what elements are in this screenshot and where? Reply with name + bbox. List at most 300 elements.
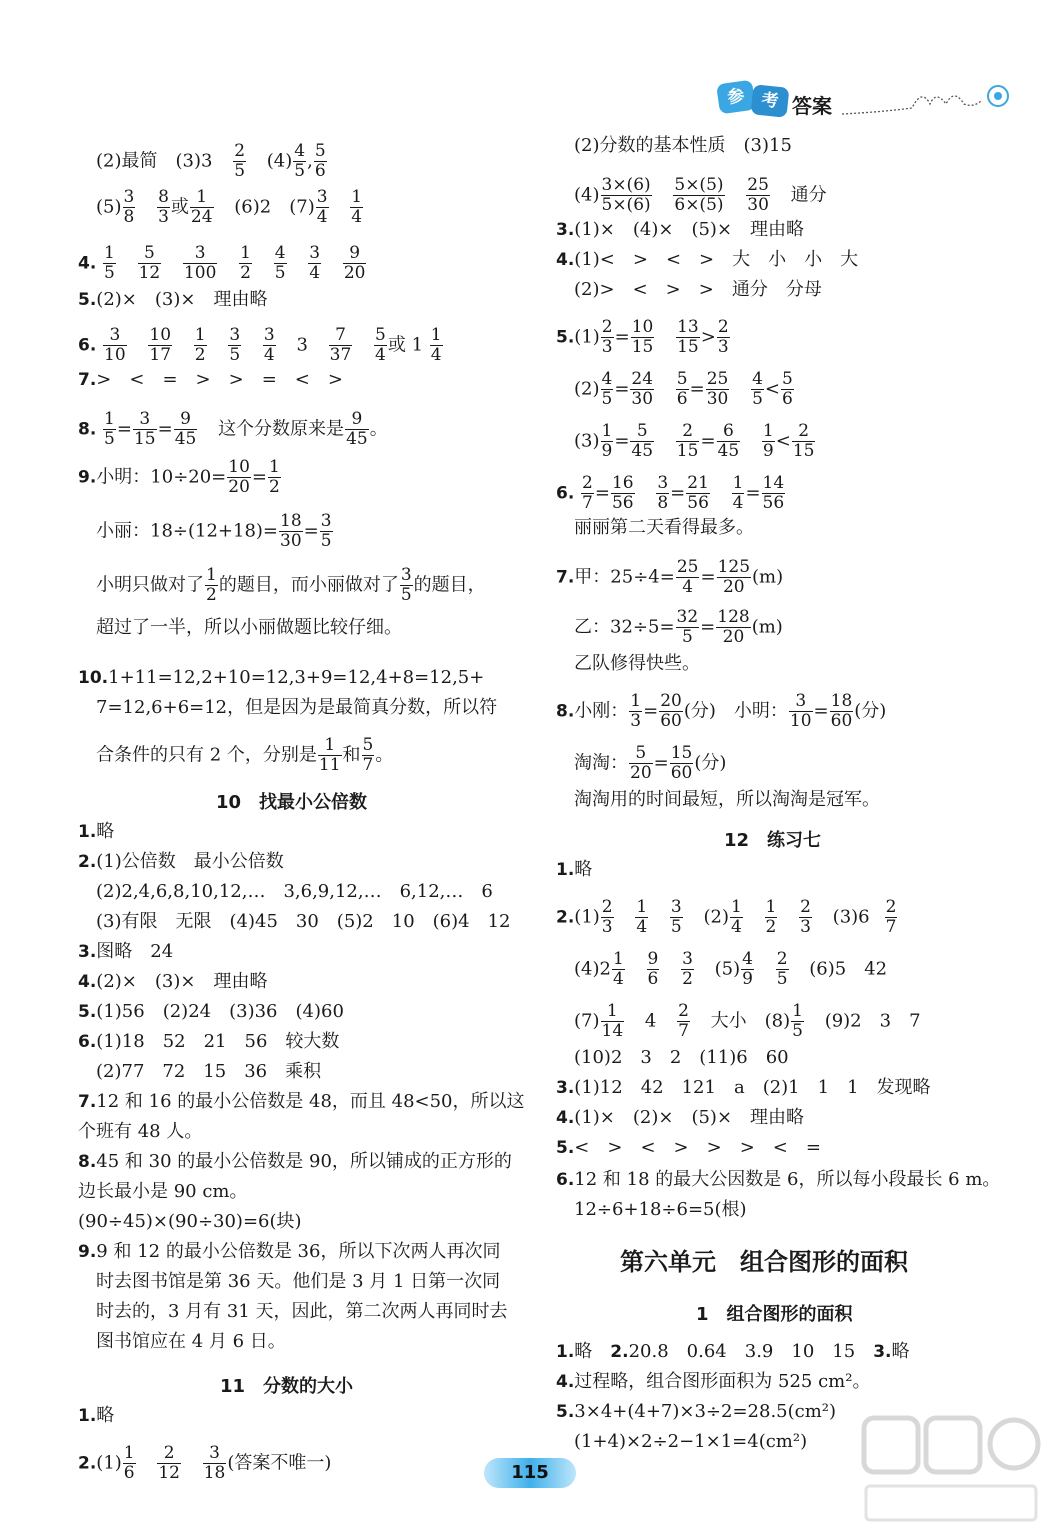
num: 9 (345, 410, 369, 430)
text: (1)56 (2)24 (3)36 (4)60 (96, 1001, 344, 1022)
item-number: 2. (610, 1342, 629, 1362)
den: 7 (582, 493, 593, 513)
text: 1+11=12,2+10=12,3+9=12,4+8=12,5+ (108, 667, 485, 688)
fraction (676, 422, 700, 461)
left-a10 (78, 1090, 525, 1114)
den: 4 (732, 493, 744, 513)
fraction (133, 410, 157, 449)
left-line-12 (78, 666, 484, 690)
fraction (581, 474, 594, 513)
text: (1) (574, 906, 600, 928)
text: 略 (891, 1341, 910, 1362)
fraction (799, 898, 812, 937)
item-number: 9. (78, 1242, 97, 1262)
fraction (174, 410, 198, 449)
den: 6 (676, 389, 688, 409)
den: 56 (762, 493, 785, 513)
right-d4: (1+4)×2÷2−1×1=4(cm²) (574, 1431, 808, 1452)
text: 略 (96, 821, 115, 842)
num: 9 (343, 244, 367, 264)
text: 略 (574, 1341, 611, 1362)
watermark-logo-icon (856, 1410, 1046, 1530)
item-number: 6. (78, 335, 97, 356)
text: 略 (96, 1405, 115, 1426)
fraction (706, 370, 730, 409)
num: 3 (103, 326, 127, 346)
right-r9 (556, 474, 786, 513)
right-d3 (556, 1400, 836, 1424)
fraction (183, 244, 217, 283)
num: 2 (601, 317, 613, 337)
left-line-1: (2)最简 (3)3 $\frac{2}{5}$ (4) $\frac{4}{5}$ , $\frac{5}{6}$ (96, 141, 326, 181)
text: 。 (369, 418, 388, 440)
num: 4 (601, 369, 613, 389)
num: 3 (229, 325, 241, 345)
den: 5 (104, 429, 115, 449)
fraction (765, 898, 778, 937)
num: 3 (789, 692, 813, 712)
num: 1 (190, 188, 214, 208)
num: 2 (157, 1444, 181, 1464)
item-number: 7. (78, 1092, 97, 1112)
num: 5×(5) (674, 175, 724, 195)
den: 5 (234, 161, 246, 181)
fraction (239, 244, 252, 283)
fraction (279, 512, 303, 551)
fraction (629, 744, 653, 783)
text: > (700, 326, 716, 348)
num: 3 (133, 410, 157, 430)
num: 1 (612, 949, 624, 969)
item-number: 6. (556, 1170, 575, 1190)
den: 6×(5) (674, 195, 724, 215)
fraction (681, 950, 694, 989)
den: 4 (351, 207, 363, 227)
left-line-14 (96, 736, 393, 775)
right-d2 (556, 1370, 870, 1394)
fraction (274, 244, 287, 283)
text: = (653, 752, 669, 774)
num: 2 (792, 422, 816, 442)
text: 小丽：18÷(12+18)= (96, 520, 279, 542)
den: 15 (133, 429, 156, 449)
num: 1 (240, 243, 251, 263)
den: 5 (752, 389, 763, 409)
fraction (263, 326, 276, 365)
left-line-9 (96, 512, 334, 551)
text: (9)2 3 7 (824, 1010, 921, 1032)
text: = (689, 378, 705, 400)
num: 1 (123, 1443, 135, 1463)
num: 1 (269, 457, 280, 477)
text: (1)12 42 121 a (2)1 1 1 发现略 (574, 1077, 931, 1098)
text: = (745, 482, 761, 504)
num: 4 (294, 141, 306, 161)
num: 1 (194, 325, 206, 345)
text: 甲：25÷4= (574, 566, 675, 588)
fraction (789, 692, 813, 731)
fraction (601, 898, 614, 937)
num: 13 (677, 317, 699, 337)
fraction (673, 176, 724, 215)
den: 6 (314, 161, 326, 181)
fraction (612, 950, 625, 989)
text: < (775, 430, 791, 452)
text: (4) (266, 150, 293, 172)
badge-text: 答案 (792, 94, 832, 118)
den: 4 (375, 345, 386, 365)
fraction (762, 474, 786, 513)
num: 18 (830, 691, 853, 711)
item-number: 4. (78, 972, 97, 992)
num: 2 (676, 422, 700, 442)
left-line-11: 超过了一半，所以小丽做题比较仔细。 (96, 617, 402, 638)
den: 10 (104, 345, 126, 365)
num: 3 (320, 511, 332, 531)
den: 4 (309, 263, 321, 283)
den: 20 (228, 477, 250, 497)
right-c6 (556, 1076, 931, 1100)
section-title-11: 11 分数的大小 (220, 1376, 354, 1397)
fraction (630, 422, 654, 461)
fraction (203, 1444, 227, 1483)
text: = (303, 520, 319, 542)
left-a5 (78, 940, 173, 964)
text: = (614, 430, 630, 452)
text: 9 和 12 的最小公倍数是 36，所以下次两人再次同 (96, 1241, 501, 1262)
den: 5 (294, 161, 306, 181)
den: 15 (792, 441, 815, 461)
text: 通分 (790, 184, 827, 206)
fraction (677, 1002, 690, 1041)
den: 5×(6) (601, 195, 651, 215)
den: 2 (765, 917, 777, 937)
num: 5 (314, 141, 326, 161)
den: 4 (612, 969, 624, 989)
right-c7 (556, 1106, 804, 1130)
text: 或 1 (387, 334, 424, 356)
text: (6)5 42 (809, 958, 888, 980)
text: 过程略，组合图形面积为 525 cm²。 (574, 1371, 871, 1392)
den: 56 (687, 493, 709, 513)
item-number: 5. (556, 1402, 575, 1422)
num: 3 (309, 243, 321, 263)
den: 20 (343, 263, 366, 283)
num: 2 (885, 897, 897, 917)
right-r4 (556, 248, 858, 272)
num: 1 (104, 409, 115, 429)
text: (分) (854, 700, 887, 722)
text: 图略 24 (96, 941, 174, 962)
item-number: 10. (78, 668, 109, 688)
fraction (781, 370, 794, 409)
text: (2) (703, 906, 729, 928)
num: 6 (717, 422, 741, 442)
den: 5 (681, 627, 693, 647)
text: 和 (342, 744, 361, 766)
num: 2 (776, 949, 788, 969)
num: 25 (747, 175, 769, 195)
fraction (601, 370, 614, 409)
text: 淘淘： (574, 752, 628, 774)
left-a15 (78, 1240, 500, 1264)
right-c10: 12÷6+18÷6=5(根) (574, 1199, 747, 1220)
text: = (670, 482, 686, 504)
text: (4) (574, 184, 600, 206)
num: 1 (206, 565, 217, 585)
num: 25 (706, 369, 729, 389)
fraction (776, 950, 789, 989)
text: 。 (375, 744, 394, 766)
num: 24 (631, 369, 654, 389)
item-number: 4. (556, 250, 575, 270)
den: 14 (601, 1021, 624, 1041)
den: 20 (722, 627, 745, 647)
den: 56 (611, 493, 634, 513)
text: = (614, 378, 630, 400)
fraction (732, 474, 745, 513)
text: (7) (574, 1010, 600, 1032)
text: 20.8 0.64 3.9 10 15 (628, 1341, 874, 1362)
den: 60 (660, 711, 682, 731)
item-number: 8. (78, 1152, 97, 1172)
fraction (629, 692, 642, 731)
text: (分) 小明： (683, 700, 788, 722)
item-number: 3. (873, 1342, 892, 1362)
den: 60 (830, 711, 853, 731)
right-c8 (556, 1136, 821, 1160)
fraction (830, 692, 854, 731)
den: 37 (329, 345, 352, 365)
den: 6 (123, 1463, 135, 1483)
num: 9 (647, 949, 659, 969)
num: 3 (670, 897, 682, 917)
fraction (228, 326, 241, 365)
num: 5 (629, 744, 653, 764)
fraction (686, 474, 710, 513)
text: = (643, 700, 659, 722)
num: 8 (158, 187, 169, 207)
item-number: 5. (556, 327, 575, 348)
fraction (630, 370, 654, 409)
den: 20 (722, 577, 745, 597)
den: 6 (782, 389, 793, 409)
den: 20 (630, 763, 652, 783)
left-line-7: 8. $\frac{1}{5}$ = $\frac{3}{15}$ = $\frac{9}{45}$ 这个分数原来是 $\frac{9}{45}$ 。 (78, 409, 388, 449)
left-a13: 边长最小是 90 cm。 (78, 1181, 248, 1202)
num: 3 (682, 949, 693, 969)
fraction (138, 244, 162, 283)
fraction (741, 950, 754, 989)
num: 25 (676, 557, 699, 577)
text: (1)< > < > 大 小 小 大 (574, 249, 859, 270)
left-line-8 (78, 458, 282, 497)
right-r3 (556, 218, 804, 242)
right-r16: 淘淘用的时间最短，所以淘淘是冠军。 (574, 789, 880, 810)
den: 5 (670, 917, 682, 937)
num: 2 (234, 141, 246, 161)
text: 小刚： (574, 700, 629, 722)
num: 32 (676, 607, 699, 627)
den: 17 (149, 345, 172, 365)
left-line-10 (96, 566, 486, 605)
fraction (103, 244, 116, 283)
text: = (700, 616, 716, 638)
fraction (374, 326, 387, 365)
right-r6 (556, 318, 731, 357)
item-number: 1. (556, 1342, 575, 1362)
num: 1 (430, 325, 442, 345)
fraction (676, 318, 700, 357)
den: 8 (123, 207, 135, 227)
fraction (717, 558, 751, 597)
den: 15 (631, 337, 654, 357)
num: 5 (676, 369, 688, 389)
item-number: 7. (78, 370, 97, 390)
item-number: 1. (78, 1406, 97, 1426)
num: 5 (375, 325, 386, 345)
fraction (659, 692, 683, 731)
den: 4 (316, 207, 328, 227)
num: 2 (678, 1001, 689, 1021)
item-number: 2. (78, 852, 97, 872)
right-r7 (574, 370, 795, 409)
fraction (194, 326, 207, 365)
den: 4 (636, 917, 648, 937)
den: 11 (318, 755, 341, 775)
item-number: 2. (556, 907, 575, 928)
den: 60 (670, 763, 693, 783)
num: 2 (717, 317, 729, 337)
num: 9 (174, 410, 198, 430)
fraction (268, 458, 281, 497)
badge-char-1: 参 (716, 80, 756, 115)
den: 5 (792, 1021, 803, 1041)
right-r12 (574, 608, 783, 647)
text: 大小 (8) (710, 1010, 791, 1032)
item-number: 8. (556, 701, 575, 722)
num: 1 (636, 897, 648, 917)
fraction (157, 188, 170, 227)
den: 5 (229, 345, 241, 365)
unit-title: 第六单元 组合图形的面积 (620, 1248, 908, 1276)
den: 9 (762, 441, 774, 461)
left-line-13: 7=12,6+6=12，但是因为是最简真分数，所以符 (96, 697, 498, 718)
num: 128 (717, 607, 750, 627)
fraction (329, 326, 353, 365)
item-number: 4. (78, 253, 97, 274)
fraction (746, 176, 770, 215)
answer-header-badge (718, 78, 1018, 128)
text: 的题目， (413, 574, 486, 596)
text: 小明：10÷20= (96, 466, 227, 488)
fraction (676, 558, 700, 597)
den: 45 (717, 441, 740, 461)
den: 30 (747, 195, 769, 215)
fraction (751, 370, 764, 409)
den: 30 (706, 389, 729, 409)
den: 2 (269, 477, 280, 497)
fraction (716, 608, 750, 647)
fraction (676, 370, 689, 409)
den: 30 (631, 389, 654, 409)
item-number: 3. (556, 1078, 575, 1098)
left-a18: 图书馆应在 4 月 6 日。 (96, 1331, 286, 1352)
fraction (350, 188, 363, 227)
text: (1) (574, 326, 600, 348)
item-number: 8. (78, 419, 97, 440)
left-a12 (78, 1150, 512, 1174)
num: 5 (782, 369, 793, 389)
fraction (227, 458, 251, 497)
text: (2)× (3)× 理由略 (96, 971, 268, 992)
item-number: 3. (78, 942, 97, 962)
text: (2)× (3)× 理由略 (96, 289, 268, 310)
text: < (764, 378, 781, 400)
text: = (251, 466, 268, 488)
den: 7 (362, 755, 374, 775)
den: 7 (885, 917, 897, 937)
den: 24 (190, 207, 213, 227)
right-r15 (574, 744, 726, 783)
section-title-10: 10 找最小公倍数 (216, 792, 368, 813)
item-number: 9. (78, 467, 97, 488)
text: (分) (694, 752, 727, 774)
den: 3 (800, 917, 811, 937)
den: 4 (730, 917, 742, 937)
fraction (148, 326, 172, 365)
left-a11: 个班有 48 人。 (78, 1121, 203, 1142)
num: 1 (765, 897, 777, 917)
den: 5 (400, 585, 412, 605)
text: 略 (574, 859, 593, 880)
num: 21 (687, 473, 709, 493)
fraction (318, 736, 342, 775)
num: 5 (362, 735, 374, 755)
left-line-4 (78, 288, 267, 312)
item-number: 6. (78, 1032, 97, 1052)
den: 10 (789, 711, 812, 731)
fraction (103, 410, 116, 449)
right-r2 (574, 176, 827, 215)
den: 2 (682, 969, 693, 989)
text: = (813, 700, 829, 722)
den: 6 (647, 969, 659, 989)
num: 1 (318, 736, 342, 756)
den: 100 (183, 263, 217, 283)
num: 4 (274, 243, 286, 263)
fraction (791, 1002, 804, 1041)
left-line-6 (78, 368, 343, 392)
num: 3 (657, 473, 669, 493)
right-c9 (556, 1168, 1000, 1192)
item-number: 4. (556, 1372, 575, 1392)
den: 2 (240, 263, 251, 283)
den: 3 (717, 337, 729, 357)
fraction (670, 744, 694, 783)
den: 45 (631, 441, 654, 461)
num: 2 (800, 897, 811, 917)
den: 4 (682, 577, 694, 597)
num: 3 (203, 1444, 227, 1464)
fraction (611, 474, 635, 513)
left-a2 (78, 850, 284, 874)
text: = (614, 326, 630, 348)
num: 125 (717, 557, 751, 577)
fraction (762, 422, 775, 461)
item-number: 3. (556, 220, 575, 240)
fraction (717, 422, 741, 461)
